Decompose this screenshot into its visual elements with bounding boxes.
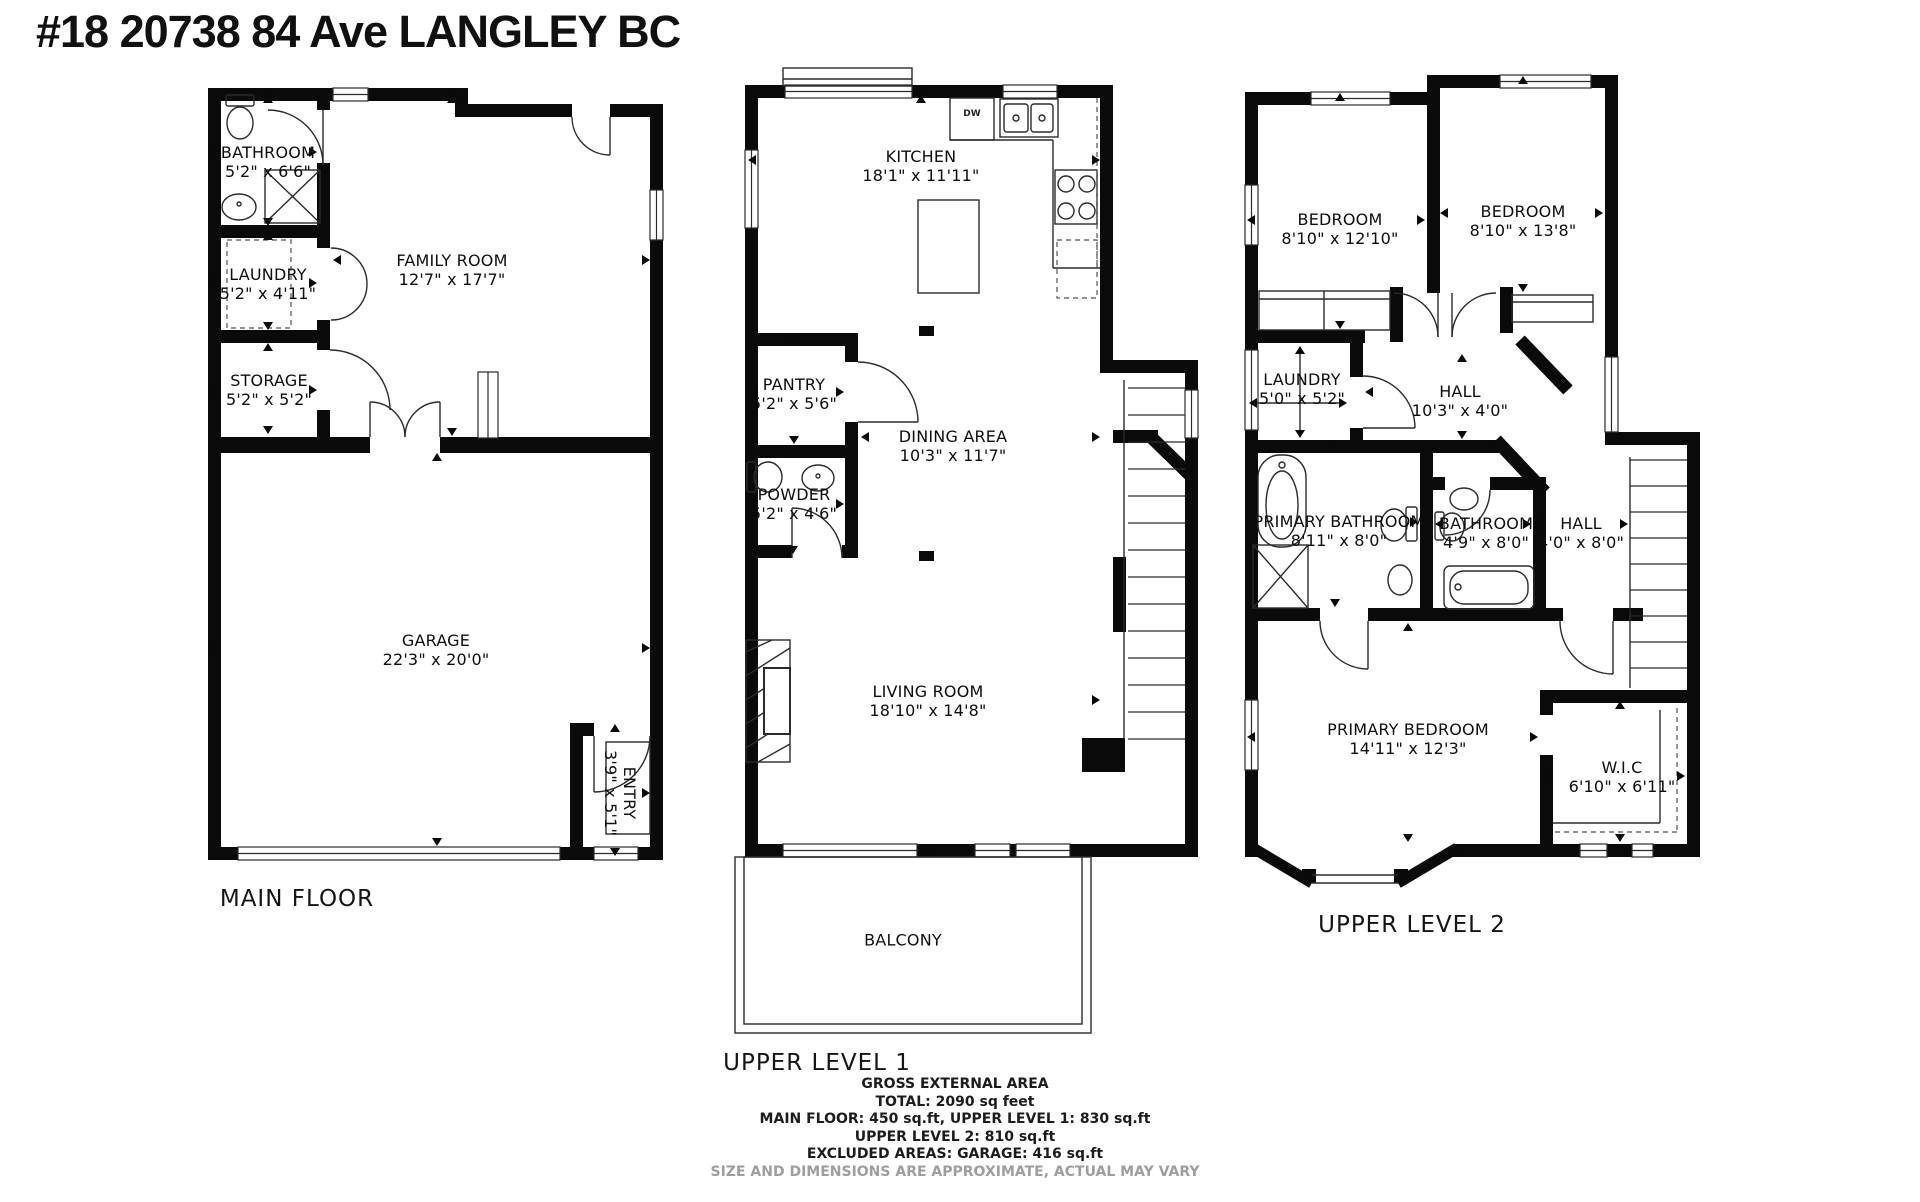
page-title: #18 20738 84 Ave LANGLEY BC	[36, 6, 681, 57]
room-label-garage: GARAGE 22'3" x 20'0"	[382, 631, 490, 669]
floor-label-upper1: UPPER LEVEL 1	[723, 1050, 911, 1076]
area-total: TOTAL: 2090 sq feet	[875, 1093, 1035, 1110]
room-label-balcony: BALCONY	[864, 930, 942, 950]
room-label-hall-upper: HALL 10'3" x 4'0"	[1411, 382, 1509, 420]
room-label-pantry: PANTRY 5'2" x 5'6"	[750, 375, 838, 413]
area-main-upper1: MAIN FLOOR: 450 sq.ft, UPPER LEVEL 1: 830 sq.ft	[759, 1111, 1151, 1127]
area-excluded: EXCLUDED AREAS: GARAGE: 416 sq.ft	[806, 1146, 1104, 1162]
room-label-primary-bedroom: PRIMARY BEDROOM 14'11" x 12'3"	[1327, 720, 1489, 758]
room-label-wic: W.I.C 6'10" x 6'11"	[1568, 758, 1676, 796]
room-label-hall-lower: HALL 4'0" x 8'0"	[1537, 514, 1625, 552]
room-label-powder: POWDER 5'2" x 4'6"	[750, 485, 838, 523]
room-label-primary-bathroom: PRIMARY BATHROOM 8'11" x 8'0"	[1253, 512, 1425, 550]
walls	[208, 75, 1700, 883]
room-label-storage: STORAGE 5'2" x 5'2"	[225, 371, 313, 409]
room-label-bathroom-upper: BATHROOM 4'9" x 8'0"	[1438, 514, 1534, 552]
room-label-entry: ENTRY 3'9" x 5'1"	[601, 749, 639, 837]
room-label-bedroom-1: BEDROOM 8'10" x 12'10"	[1281, 210, 1399, 248]
area-summary-heading: GROSS EXTERNAL AREA	[861, 1076, 1049, 1092]
room-label-laundry-main: LAUNDRY 5'2" x 4'11"	[219, 265, 317, 303]
room-label-living-room: LIVING ROOM 18'10" x 14'8"	[869, 682, 987, 720]
area-upper2: UPPER LEVEL 2: 810 sq.ft	[854, 1128, 1056, 1145]
room-label-kitchen: KITCHEN 18'1" x 11'11"	[862, 147, 980, 185]
room-label-laundry-upper: LAUNDRY 5'0" x 5'2"	[1258, 370, 1346, 408]
disclaimer: SIZE AND DIMENSIONS ARE APPROXIMATE, ACTUAL MAY VARY	[710, 1163, 1200, 1180]
room-label-dining-area: DINING AREA 10'3" x 11'7"	[898, 427, 1008, 465]
room-label-bedroom-2: BEDROOM 8'10" x 13'8"	[1469, 202, 1577, 240]
floor-label-main: MAIN FLOOR	[219, 886, 375, 912]
dishwasher-label: DW	[963, 109, 981, 119]
area-summary	[711, 1076, 1200, 1181]
room-label-family-room: FAMILY ROOM 12'7" x 17'7"	[396, 251, 508, 289]
floor-label-upper2: UPPER LEVEL 2	[1318, 912, 1506, 938]
room-label-bathroom-main: BATHROOM 5'2" x 6'6"	[220, 143, 316, 181]
